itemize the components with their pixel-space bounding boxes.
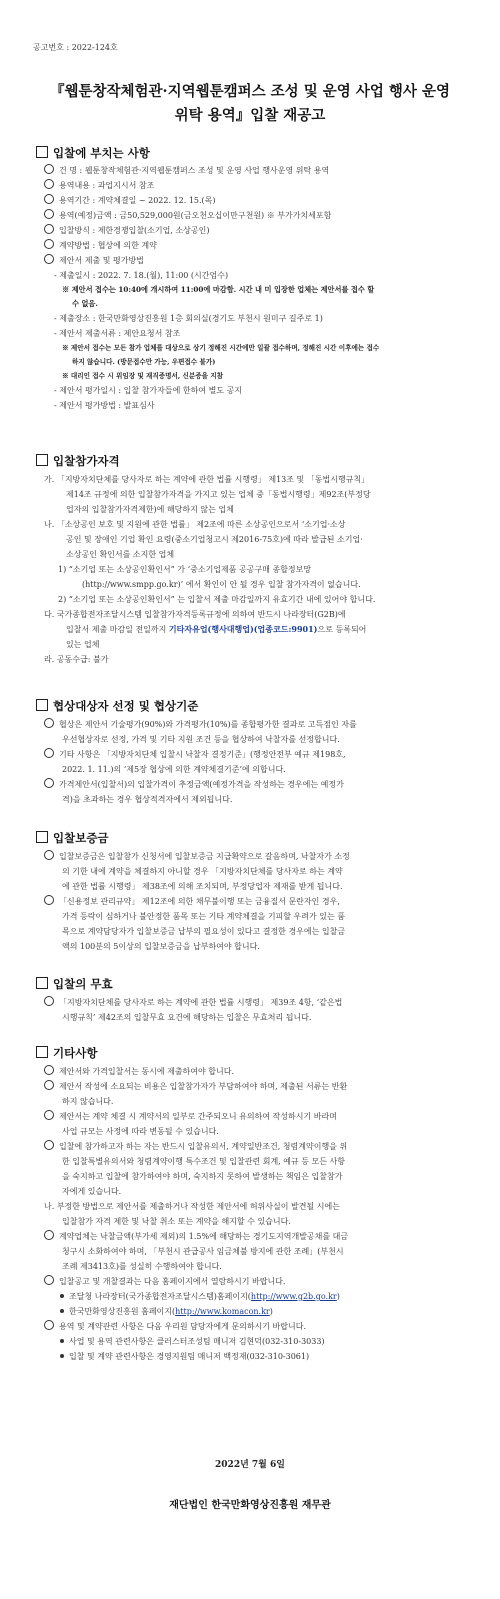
list-item: 조달청 나라장터(국가종합전자조달시스템)홈페이지(http://www.g2b.go.kr) <box>36 1289 476 1304</box>
section-other-matters <box>36 1044 476 1364</box>
circle-bullet-icon <box>44 1275 54 1285</box>
section-heading: 입찰참가자격 <box>36 452 476 470</box>
list-item: 가. 「지방자치단체를 당사자로 하는 계약에 관한 법률 시행령」 제13조 및 「동법시행규칙」 <box>44 475 370 484</box>
list-item: 계약업체는 낙찰금액(부가세 제외)의 1.5%에 해당하는 경기도지역개발공채를 대금 <box>36 1229 476 1244</box>
list-item: 입찰공고 및 개찰결과는 다음 홈페이지에서 열람하시기 바랍니다. <box>36 1274 476 1289</box>
list-item: 공인 및 장애인 기업 확인 요령(중소기업청고시 제2016-75호)에 따라 발급된 소기업· <box>66 535 363 544</box>
dot-bullet-icon <box>60 1339 64 1343</box>
circle-bullet-icon <box>44 1080 54 1090</box>
list-item: 용역(예정)금액 : 금50,529,000원(금오천오십이만구천원) ※ 부가가치세포함 <box>36 208 476 223</box>
list-item: 「신용정보 관리규약」 제12조에 의한 채무불이행 또는 금융질서 문란자인 경우, <box>36 894 476 909</box>
checkbox-square-icon <box>36 146 48 158</box>
list-item: 제안서는 계약 체결 시 계약서의 일부로 간주되오니 유의하여 작성하시기 바라며 <box>36 1109 476 1124</box>
list-item: 한 입찰특별유의서와 청렴계약이행 특수조건 및 입찰관련 회계, 예규 등 모든 사항 <box>62 1157 345 1166</box>
list-item: 하지 않습니다. <box>62 1097 114 1106</box>
section-negotiation <box>36 697 476 807</box>
list-item: 입찰에 참가하고자 하는 자는 반드시 입찰유의서, 계약일반조건, 청렴계약이행을 위 <box>36 1139 476 1154</box>
circle-bullet-icon <box>44 224 54 234</box>
industry-code: 기타자유업(행사대행업)(업종코드:9901) <box>168 624 318 634</box>
circle-bullet-icon <box>44 254 54 264</box>
list-item: 나. 「소상공인 보호 및 지원에 관한 법률」 제2조에 따른 소상공인으로서 ‘소기업·소상 <box>44 520 346 529</box>
circle-bullet-icon <box>44 1320 54 1330</box>
list-item: 용역 및 계약관련 사항은 다음 우리원 담당자에게 문의하시기 바랍니다. <box>36 1319 476 1334</box>
komacon-link[interactable]: http://www.komacon.kr <box>175 1307 270 1316</box>
list-item: 시행규칙’ 제42조의 입찰무효 요건에 해당하는 입찰은 무효처리 됩니다. <box>62 1013 312 1022</box>
notice-date: 2022년 7월 6일 <box>215 1460 285 1470</box>
list-item: 2) “소기업 또는 소상공인확인서” 는 입찰서 제출 마감일까지 유효기간 내에 있어야 합니다. <box>58 595 376 604</box>
list-item: 입찰방식 : 제한경쟁입찰(소기업, 소상공인) <box>36 223 476 238</box>
list-item: 가격 등락이 심하거나 불안정한 품목 또는 기타 계약체결을 기피할 우려가 있는 품 <box>62 912 345 921</box>
sub-item: - 제안서 제출서류 : 제안요청서 참조 <box>54 329 181 338</box>
title-line-2: 위탁 용역』입찰 재공고 <box>174 107 326 124</box>
section-eligibility <box>36 452 476 667</box>
list-item: 입찰참가 자격 제한 및 낙찰 취소 또는 계약을 해지할 수 있습니다. <box>62 1217 291 1226</box>
list-item: 있는 업체 <box>66 640 100 649</box>
note: ※ 제안서 접수는 10:40에 개시하여 11:00에 마감함. 시간 내 미 입장한 업체는 제안서를 접수 할 <box>62 285 375 294</box>
circle-bullet-icon <box>44 778 54 788</box>
dot-bullet-icon <box>60 1354 64 1358</box>
circle-bullet-icon <box>44 1065 54 1075</box>
list-item: 용역내용 : 과업지시서 참조 <box>36 178 476 193</box>
sub-item: - 제안서 평가방법 : 발표심사 <box>54 401 155 410</box>
list-item: 소상공인 확인서를 소지한 업체 <box>66 550 175 559</box>
list-item: 제안서와 가격입찰서는 동시에 제출하여야 합니다. <box>36 1064 476 1079</box>
list-item: 한국만화영상진흥원 홈페이지(http://www.komacon.kr) <box>36 1304 476 1319</box>
section-heading: 입찰에 부치는 사항 <box>36 144 476 162</box>
circle-bullet-icon <box>44 996 54 1006</box>
list-item: 목으로 계약담당자가 입찰보증금 납부의 필요성이 있다고 결정한 경우에는 입찰금 <box>62 927 346 936</box>
circle-bullet-icon <box>44 850 54 860</box>
checkbox-square-icon <box>36 977 48 989</box>
checkbox-square-icon <box>36 699 48 711</box>
section-invalid-bids <box>36 975 476 1025</box>
list-item: 용역기간 : 계약체결일 ~ 2022. 12. 15.(목) <box>36 193 476 208</box>
circle-bullet-icon <box>44 718 54 728</box>
list-item: 사업 및 용역 관련사항은 클러스터조성팀 매니저 김현덕(032-310-3033) <box>36 1334 476 1349</box>
section-bid-deposit <box>36 829 476 954</box>
list-item: 가격제안서(입찰서)의 입찰가격이 추정금액(예정가격을 작성하는 경우에는 예정가 <box>36 777 476 792</box>
list-item: (http://www.smpp.go.kr)’ 에서 확인이 안 될 경우 입찰 참가자격이 없습니다. <box>82 580 361 589</box>
list-item: 을 숙지하고 입찰에 참가하여야 하며, 숙지하지 못하여 발생하는 책임은 입찰참가 <box>62 1172 343 1181</box>
list-item: 청구시 소화하여야 하며, 「부천시 관급공사 임금체불 방지에 관한 조례」(부천시 <box>62 1247 344 1256</box>
list-item: 제14조 규정에 의한 입찰참가자격을 가지고 있는 업체 중「동법시행령」제92조(부정당 <box>66 490 371 499</box>
list-item: 1) “소기업 또는 소상공인확인서” 가 ‘중소기업제품 공공구매 종합정보망 <box>58 565 312 574</box>
list-item: 액의 100분의 5이상의 입찰보증금을 납부하여야 합니다. <box>62 942 260 951</box>
list-item: 제안서 제출 및 평가방법 <box>36 253 476 268</box>
note: ※ 대리인 접수 시 위임장 및 재직증명서, 신분증을 지참 <box>62 372 224 380</box>
list-item: 「지방자치단체를 당사자로 하는 계약에 관한 법률 시행령」 제39조 4항, ‘같은법 <box>36 995 476 1010</box>
list-item: 제안서 작성에 소요되는 비용은 입찰참가자가 부담하여야 하며, 제출된 서류는 반환 <box>36 1079 476 1094</box>
list-item: 건 명 : 웹툰창작체험관·지역웹툰캠퍼스 조성 및 운영 사업 행사운영 위탁 용역 <box>36 163 476 178</box>
list-item: 계약방법 : 협상에 의한 계약 <box>36 238 476 253</box>
section-heading: 협상대상자 선정 및 협상기준 <box>36 697 476 715</box>
circle-bullet-icon <box>44 239 54 249</box>
list-item: 기타 사항은 「지방자치단체 입찰시 낙찰자 결정기준」(행정안전부 예규 제198호, <box>36 747 476 762</box>
list-item: 에 관한 법률 시행령」 제38조에 의해 조치되며, 부정당업자 제재를 받게 됩니다. <box>62 882 343 891</box>
checkbox-square-icon <box>36 831 48 843</box>
circle-bullet-icon <box>44 895 54 905</box>
list-item: 격)을 초과하는 경우 협상적격자에서 제외됩니다. <box>62 795 233 804</box>
checkbox-square-icon <box>36 454 48 466</box>
notice-title <box>30 80 470 128</box>
list-item: 입찰 및 계약 관련사항은 경영지원팀 매니저 백정재(032-310-3061) <box>36 1349 476 1364</box>
announcement-number: 공고번호 : 2022-124호 <box>33 43 118 52</box>
list-item: 입찰보증금은 입찰참가 신청서에 입찰보증금 지급확약으로 갈음하며, 낙찰자가 소정 <box>36 849 476 864</box>
note: 수 없음. <box>72 299 98 308</box>
sub-item: - 제안서 평가일시 : 입찰 참가자들에 한하여 별도 공지 <box>54 386 243 395</box>
checkbox-square-icon <box>36 1046 48 1058</box>
note: ※ 제안서 접수는 모든 참가 업체를 대상으로 상기 정해진 시간에만 일괄 접수하며, 정해진 시간 이후에는 접수 <box>62 344 380 352</box>
list-item: 다. 국가종합전자조달시스템 입찰참가자격등록규정에 의하여 반드시 나라장터(G2B)에 <box>44 610 346 619</box>
list-item: 업자의 입찰참가자격제한)에 해당하지 않는 업체 <box>66 505 234 514</box>
list-item: 나. 부정한 방법으로 제안서를 제출하거나 작성한 제안서에 허위사실이 발견될 시에는 <box>44 1202 340 1211</box>
list-item: 2022. 1. 11.)의 ‘제5장 협상에 의한 계약체결기준’에 의합니다. <box>62 765 286 774</box>
issuing-organization: 재단법인 한국만화영상진흥원 재무관 <box>169 1500 331 1511</box>
circle-bullet-icon <box>44 194 54 204</box>
dot-bullet-icon <box>60 1294 64 1298</box>
title-line-1: 『웹툰창작체험관·지역웹툰캠퍼스 조성 및 운영 사업 행사 운영 <box>49 83 450 100</box>
section-heading: 기타사항 <box>36 1044 476 1062</box>
circle-bullet-icon <box>44 179 54 189</box>
section-heading: 입찰보증금 <box>36 829 476 847</box>
list-item: 우선협상자로 선정, 가격 및 기타 지원 조건 등을 협상하여 낙찰자를 선정합니다. <box>62 735 340 744</box>
circle-bullet-icon <box>44 164 54 174</box>
circle-bullet-icon <box>44 1140 54 1150</box>
sub-item: - 제출일시 : 2022. 7. 18.(월), 11:00 (시간엄수) <box>54 271 229 280</box>
circle-bullet-icon <box>44 1110 54 1120</box>
dot-bullet-icon <box>60 1309 64 1313</box>
section-heading: 입찰의 무효 <box>36 975 476 993</box>
list-item: 라. 공동수급: 불가 <box>44 655 109 664</box>
circle-bullet-icon <box>44 748 54 758</box>
g2b-link[interactable]: http://www.g2b.go.kr <box>250 1292 337 1301</box>
list-item: 의 기한 내에 계약을 체결하지 아니할 경우 「지방자치단체를 당사자로 하는 계약 <box>62 867 343 876</box>
circle-bullet-icon <box>44 209 54 219</box>
circle-bullet-icon <box>44 1230 54 1240</box>
section-bidding-items <box>36 144 476 413</box>
list-item: 자에게 있습니다. <box>62 1187 122 1196</box>
list-item: 조례 제3413호)를 성실히 수행하여야 합니다. <box>62 1262 222 1271</box>
sub-item: - 제출장소 : 한국만화영상진흥원 1층 회의실(경기도 부천시 원미구 길주로 1) <box>54 314 323 323</box>
list-item: 입찰서 제출 마감일 전일까지 기타자유업(행사대행업)(업종코드:9901)으로 등록되어 <box>66 624 367 634</box>
note: 하지 않습니다. (방문접수만 가능, 우편접수 불가) <box>72 358 216 366</box>
list-item: 사업 규모는 사정에 따라 변동될 수 있습니다. <box>62 1127 219 1136</box>
list-item: 협상은 제안서 기술평가(90%)와 가격평가(10%)를 종합평가한 결과로 고득점인 자를 <box>36 717 476 732</box>
